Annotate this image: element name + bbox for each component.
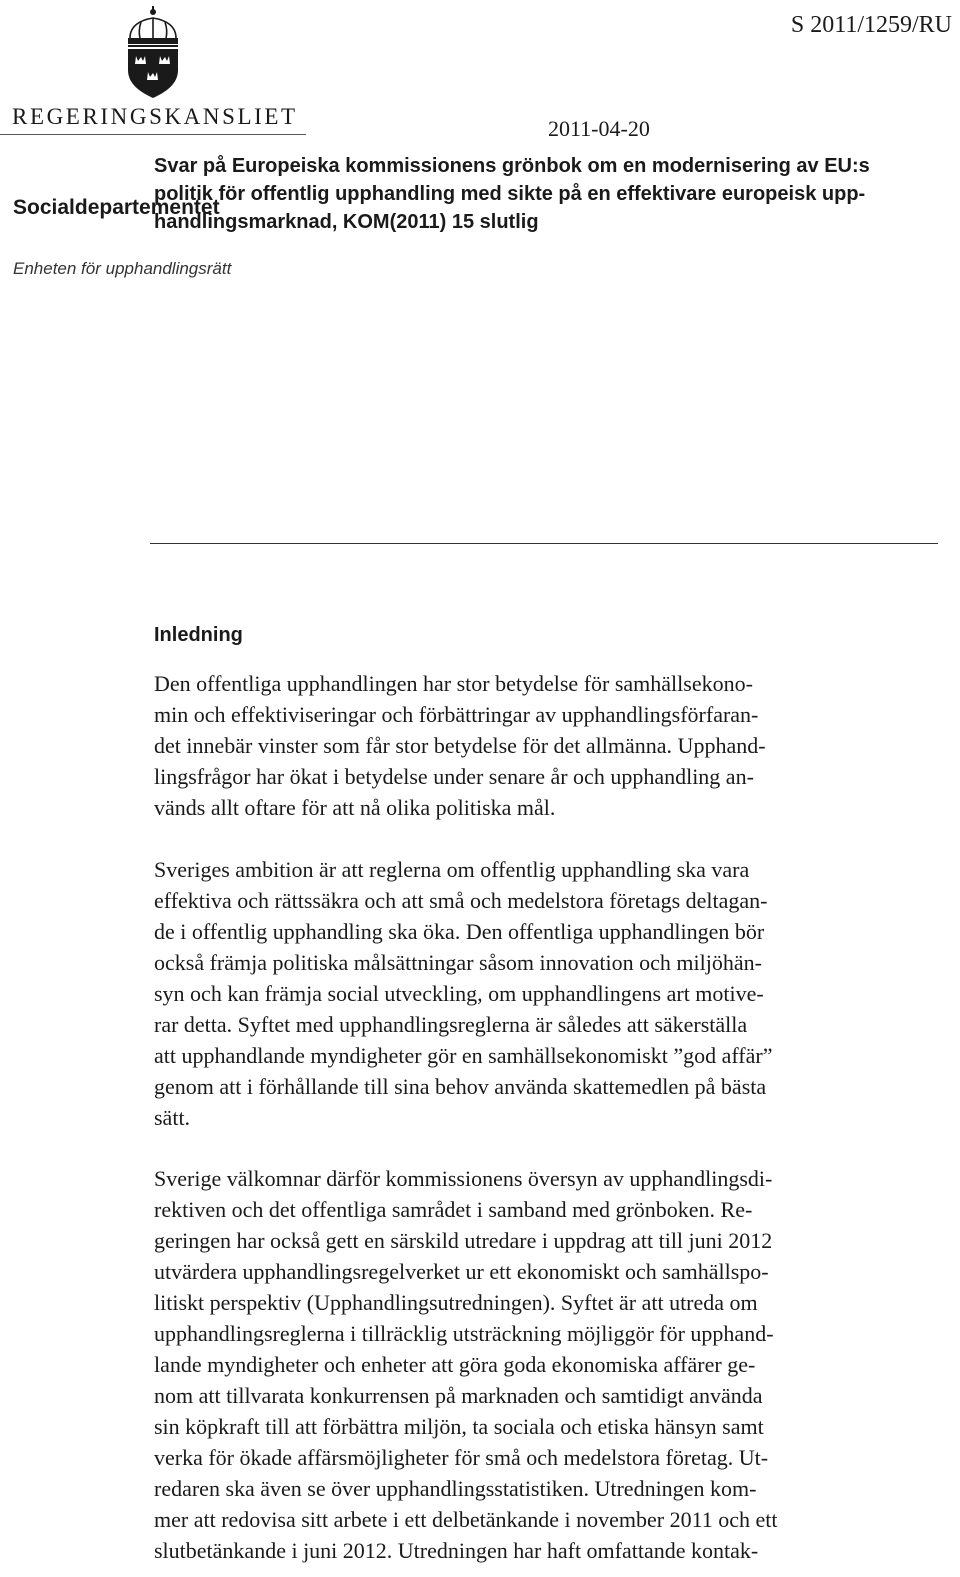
document-title <box>154 152 939 236</box>
title-line: Svar på Europeiska kommissionens grönbok om en modernisering av EU:s <box>154 155 870 177</box>
text-line: redaren ska även se över upphandlingsstatistiken. Utredningen kom- <box>154 1476 757 1501</box>
text-line: min och effektiviseringar och förbättringar av upphandlingsförfaran- <box>154 702 759 727</box>
text-line: nom att tillvarata konkurrensen på marknaden och samtidigt använda <box>154 1383 763 1408</box>
text-line: slutbetänkande i juni 2012. Utredningen har haft omfattande kontak- <box>154 1538 759 1563</box>
department-name: Socialdepartementet <box>13 196 220 219</box>
text-line: rektiven och det offentliga samrådet i samband med grönboken. Re- <box>154 1197 753 1222</box>
text-line: genom att i förhållande till sina behov använda skattemedlen på bästa <box>154 1074 767 1099</box>
text-line: rar detta. Syftet med upphandlingsreglerna är således att säkerställa <box>154 1012 748 1037</box>
text-line: de i offentlig upphandling ska öka. Den offentliga upphandlingen bör <box>154 919 765 944</box>
text-line: Sverige välkomnar därför kommissionens översyn av upphandlingsdi- <box>154 1166 773 1191</box>
logo-wordmark: REGERINGSKANSLIET <box>12 104 298 129</box>
crown-shield-emblem-icon <box>122 4 184 100</box>
text-line: mer att redovisa sitt arbete i ett delbetänkande i november 2011 och ett <box>154 1507 778 1532</box>
text-line: sin köpkraft till att förbättra miljön, ta sociala och etiska hänsyn samt <box>154 1414 764 1439</box>
text-line: vänds allt oftare för att nå olika politiska mål. <box>154 795 556 820</box>
text-line: att upphandlande myndigheter gör en samhällsekonomiskt ”god affär” <box>154 1043 773 1068</box>
text-line: sätt. <box>154 1105 191 1130</box>
text-line: det innebär vinster som får stor betydelse för det allmänna. Upphand- <box>154 733 766 758</box>
letterhead-rule <box>0 134 306 135</box>
text-line: Den offentliga upphandlingen har stor betydelse för samhällsekono- <box>154 671 753 696</box>
text-line: geringen har också gett en särskild utredare i uppdrag att till juni 2012 <box>154 1228 773 1253</box>
paragraph-1 <box>154 668 939 823</box>
text-line: också främja politiska målsättningar såsom innovation och miljöhän- <box>154 950 762 975</box>
text-line: syn och kan främja social utveckling, om upphandlingens art motive- <box>154 981 764 1006</box>
paragraph-2 <box>154 854 939 1133</box>
text-line: lingsfrågor har ökat i betydelse under senare år och upphandling an- <box>154 764 754 789</box>
document-reference: S 2011/1259/RU <box>790 12 952 38</box>
text-line: upphandlingsreglerna i tillräcklig utsträckning möjliggör för upphand- <box>154 1321 774 1346</box>
paragraph-3 <box>154 1163 939 1566</box>
text-line: utvärdera upphandlingsregelverket ur ett ekonomiskt och samhällspo- <box>154 1259 769 1284</box>
text-line: litiskt perspektiv (Upphandlingsutredningen). Syftet är att utreda om <box>154 1290 758 1315</box>
document-date: 2011-04-20 <box>548 116 650 141</box>
title-line: politik för offentlig upphandling med sikte på en effektivare europeisk upp- <box>154 183 866 205</box>
title-line: handlingsmarknad, KOM(2011) 15 slutlig <box>154 211 539 233</box>
letterhead-logo <box>0 0 310 140</box>
text-line: verka för ökade affärsmöjligheter för små och medelstora företag. Ut- <box>154 1445 769 1470</box>
text-line: lande myndigheter och enheter att göra goda ekonomiska affärer ge- <box>154 1352 756 1377</box>
text-line: effektiva och rättssäkra och att små och medelstora företags deltagan- <box>154 888 768 913</box>
unit-name: Enheten för upphandlingsrätt <box>13 259 232 278</box>
section-heading: Inledning <box>154 624 243 646</box>
title-underline <box>150 543 938 544</box>
text-line: Sveriges ambition är att reglerna om offentlig upphandling ska vara <box>154 857 750 882</box>
